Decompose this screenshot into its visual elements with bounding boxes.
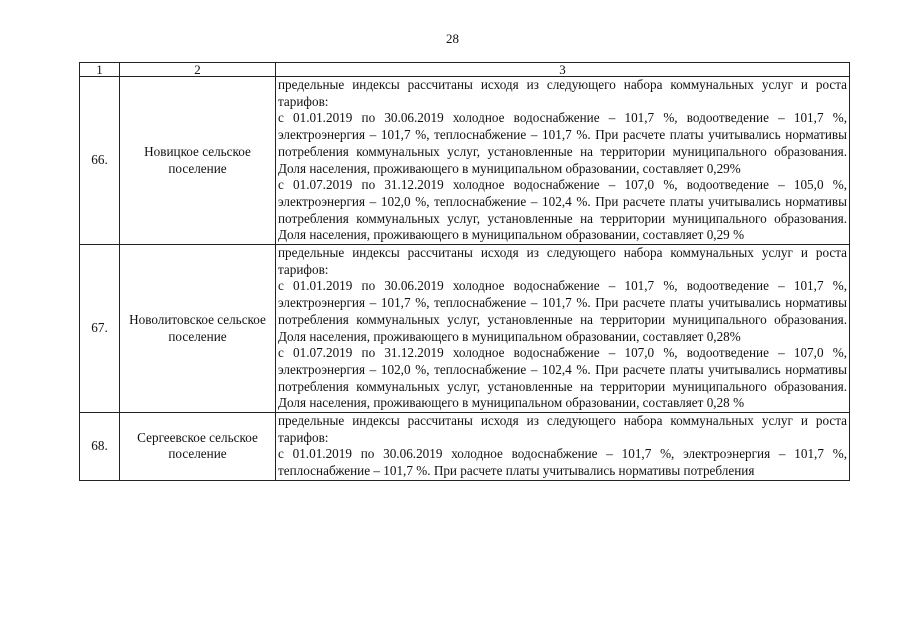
description-paragraph: с 01.01.2019 по 30.06.2019 холодное водоснабжение – 101,7 %, электроэнергия – 101,7 %, теплоснабжение – 101,7 %. При расчете платы учитывались нормативы потребления	[278, 446, 847, 479]
description-paragraph: с 01.01.2019 по 30.06.2019 холодное водоснабжение – 101,7 %, водоотведение – 101,7 %, электроэнергия – 101,7 %, теплоснабжение – 101,7 %. При расчете платы учитывались нормативы потребления коммунальных услуг, установленные на территории муниципального образования. Доля населения, проживающего в муниципальном образовании, составляет 0,29%	[278, 110, 847, 176]
header-col-1: 1	[80, 63, 120, 77]
description-paragraph: с 01.01.2019 по 30.06.2019 холодное водоснабжение – 101,7 %, водоотведение – 101,7 %, электроэнергия – 101,7 %, теплоснабжение – 101,7 %. При расчете платы учитывались нормативы потребления коммунальных услуг, установленные на территории муниципального образования. Доля населения, проживающего в муниципальном образовании, составляет 0,28%	[278, 278, 847, 344]
description-paragraph: предельные индексы рассчитаны исходя из следующего набора коммунальных услуг и роста тарифов:	[278, 77, 847, 109]
municipality-name: Новолитовское сельское поселение	[120, 245, 276, 413]
row-number: 67.	[80, 245, 120, 413]
header-col-3: 3	[276, 63, 850, 77]
header-col-2: 2	[120, 63, 276, 77]
description-paragraph: с 01.07.2019 по 31.12.2019 холодное водоснабжение – 107,0 %, водоотведение – 105,0 %, электроэнергия – 102,0 %, теплоснабжение – 102,4 %. При расчете платы учитывались нормативы потребления коммунальных услуг, установленные на территории муниципального образования. Доля населения, проживающего в муниципальном образовании, составляет 0,29 %	[278, 177, 847, 243]
table-row	[80, 77, 850, 245]
table-header-row	[80, 63, 850, 77]
row-number: 66.	[80, 77, 120, 245]
description-paragraph: предельные индексы рассчитаны исходя из следующего набора коммунальных услуг и роста тарифов:	[278, 245, 847, 277]
municipality-name: Новицкое сельское поселение	[120, 77, 276, 245]
page-number: 28	[446, 31, 459, 46]
tariff-description	[276, 413, 850, 481]
table-row	[80, 245, 850, 413]
municipality-name: Сергеевское сельское поселение	[120, 413, 276, 481]
tariff-description	[276, 245, 850, 413]
tariff-table	[79, 62, 850, 481]
description-paragraph: предельные индексы рассчитаны исходя из следующего набора коммунальных услуг и роста тарифов:	[278, 413, 847, 445]
tariff-description	[276, 77, 850, 245]
description-paragraph: с 01.07.2019 по 31.12.2019 холодное водоснабжение – 107,0 %, водоотведение – 107,0 %, электроэнергия – 102,0 %, теплоснабжение – 102,4 %. При расчете платы учитывались нормативы потребления коммунальных услуг, установленные на территории муниципального образования. Доля населения, проживающего в муниципальном образовании, составляет 0,28 %	[278, 345, 847, 411]
row-number: 68.	[80, 413, 120, 481]
table-row	[80, 413, 850, 481]
